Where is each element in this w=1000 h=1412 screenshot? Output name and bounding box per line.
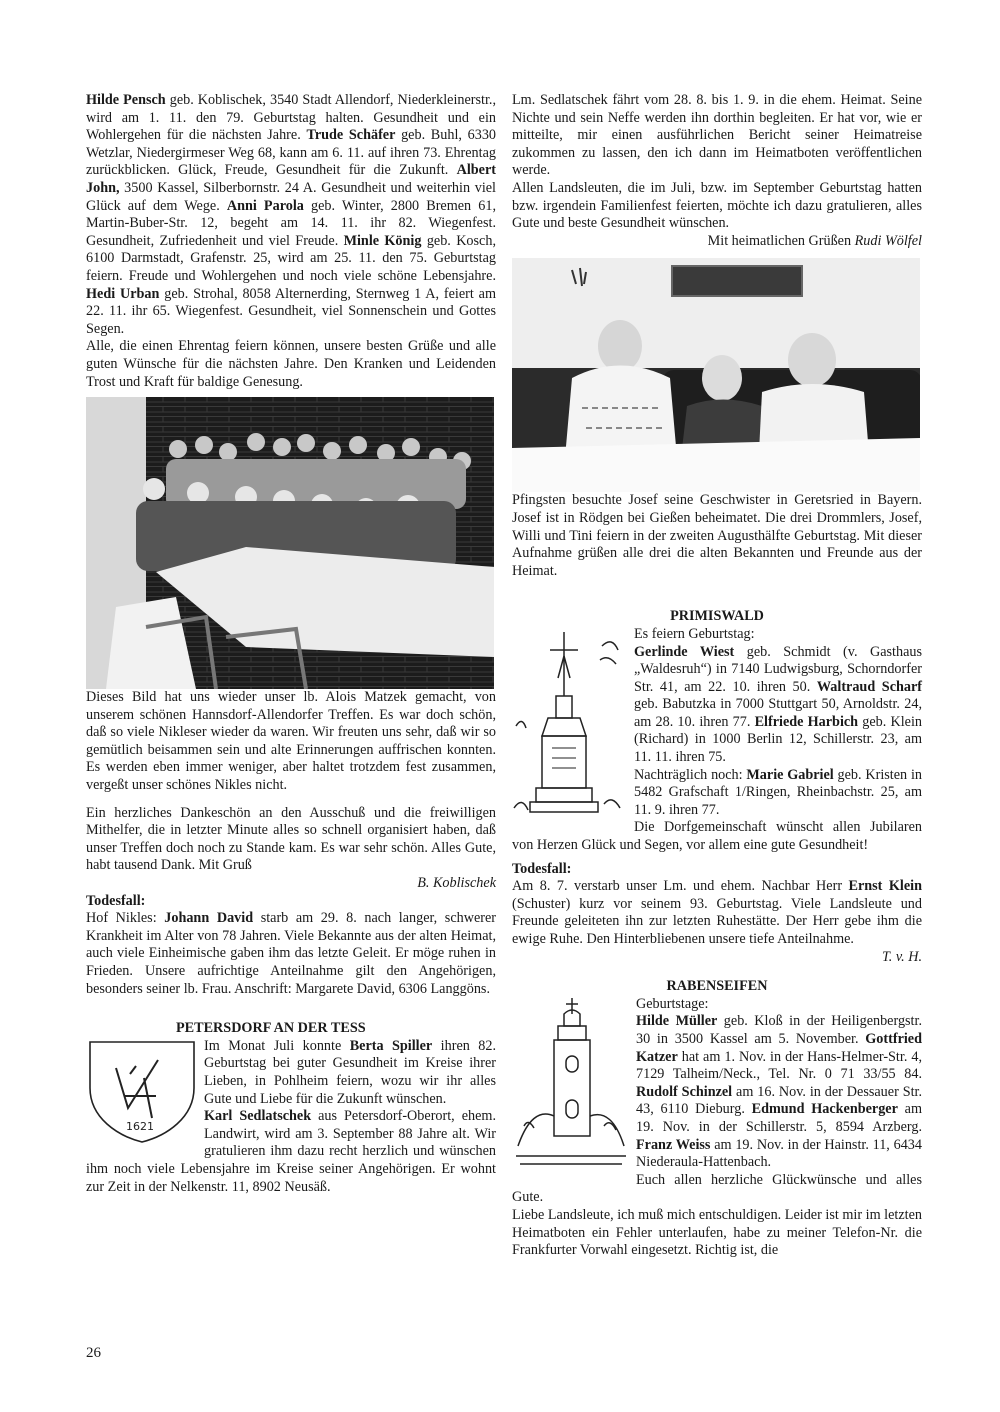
section-title-rabenseifen: RABENSEIFEN: [666, 978, 768, 995]
person-name: Hilde Müller: [636, 1013, 718, 1030]
person-name: Edmund Hackenberger: [751, 1101, 898, 1118]
person-name: Gerlinde Wiest: [634, 643, 735, 660]
rabenseifen-apology: Liebe Landsleute, ich muß mich entschuldigen. Leider ist mir im letzten Heimatboten ein Fehler unterlaufen, habe zu meiner Telefon-Nr. die Frankfurter Vorwahl eingesetzt. Richtig ist, die: [512, 1206, 922, 1259]
primiswald-death-notice: Am 8. 7. verstarb unser Lm. und ehem. Nachbar Herr Ernst Klein (Schuster) kurz vor seinem 93. Geburtstag. Viele Landsleute und Freunde geleiteten ihn zur letzten Ruhestätte. Der Herr gebe ihm die ewige Ruhe. Den Hinterbliebenen unsere tiefe Anteilnahme.: [512, 878, 922, 947]
petersdorf-crest: [86, 1038, 198, 1144]
crest-year: 1621: [126, 1119, 154, 1133]
signoff: Mit heimatlichen Grüßen Rudi Wölfel: [707, 232, 922, 249]
greeting-paragraph: Allen Landsleuten, die im Juli, bzw. im September Geburtstag hatten bzw. irgendein Familienfest feierten, möchte ich dazu gratulieren, alles Gute und beste Gesundheit wünschen.: [512, 179, 922, 232]
person-name: Hedi Urban: [86, 285, 160, 302]
death-heading: Todesfall:: [86, 892, 146, 909]
section-title-primiswald: PRIMISWALD: [670, 608, 764, 625]
thanks-signature: B. Koblischek: [417, 875, 496, 892]
sedlatschek-trip: Lm. Sedlatschek fährt vom 28. 8. bis 1. 9. in die ehem. Heimat. Seine Nichte und sein Neffe werden ihn dorthin begleiten. Er hat vor, wie er mitteilte, mir einen ausführlichen Bericht seiner Heimatreise zukommen zu lassen, den ich dann im Heimatboten veröffentlichen werde.: [512, 92, 922, 179]
person-name: Johann David: [164, 910, 254, 927]
primiswald-intro: Es feiern Geburtstag:: [634, 625, 755, 642]
person-name: Ernst Klein: [848, 878, 922, 895]
siblings-photo-caption: Pfingsten besuchte Josef seine Geschwister in Geretsried in Bayern. Josef ist in Rödgen bei Gießen beheimatet. Die drei Drommlers, Josef, Willi und Tini feiern in der zweiten Augusthälfte Geburtstag. Mit dieser Aufnahme grüßen alle drei die alten Bekannten und Freunde aus der Heimat.: [512, 492, 922, 579]
primiswald-signature: T. v. H.: [881, 948, 922, 965]
person-name: Marie Gabriel: [746, 766, 834, 783]
person-name: Minle König: [343, 232, 422, 249]
primiswald-cross-illustration: [512, 626, 628, 822]
person-name: Waltraud Scharf: [816, 678, 922, 695]
thanks-paragraph: Ein herzliches Dankeschön an den Ausschuß und die freiwilligen Mithelfer, die in letzter Minute alles so schnell organisiert haben, daß unser Treffen doch noch zu Stande kam. Es war sehr schön. Alles Gute, habt tausend Dank. Mit Gruß: [86, 804, 496, 874]
death-notice: Hof Nikles: Johann David starb am 29. 8. nach langer, schwerer Krankheit im Alter von 78 Jahren. Viele Bekannte aus der alten Heimat, auch viele Einheimische gaben ihm das letzte Geleit. Er möge ruhen in Frieden. Unsere aufrichtige Anteilnahme gilt den Angehörigen, besonders seiner lb. Frau. Anschrift: Margarete David, 6306 Langgöns.: [86, 910, 496, 997]
primiswald-birthdays: Gerlinde Wiest geb. Schmidt (v. Gasthaus „Waldesruh“) in 7140 Ludwigsburg, Schorndorfer Str. 41, am 22. 10. ihren 50. Waltraud Scharf geb. Babutzka in 7000 Stuttgart 50, Arnoldstr. 24, am 28. 10. ihren 77. Elfriede Harbich geb. Klein (Richard) in 1000 Berlin 12, Schillerstr. 23, am 11. 11. ihren 75.: [634, 643, 922, 766]
rabenseifen-church-illustration: [512, 996, 630, 1172]
person-name: Albert John,: [86, 162, 496, 196]
right-column: [512, 92, 922, 1260]
primiswald-death-heading: Todesfall:: [512, 860, 572, 877]
closing-wishes: Alle, die einen Ehrentag feiern können, unsere besten Grüße und alle guten Wünsche für die nächsten Jahre. Den Kranken und Leidenden Trost und Kraft für baldige Genesung.: [86, 338, 496, 390]
person-name: Anni Parola: [226, 197, 304, 214]
rabenseifen-intro: Geburtstage:: [636, 995, 709, 1012]
person-name: Rudolf Schinzel: [636, 1083, 733, 1100]
left-column: [86, 92, 496, 1196]
person-name: Berta Spiller: [349, 1037, 433, 1054]
person-name: Franz Weiss: [636, 1136, 711, 1153]
siblings-photo: [512, 258, 920, 492]
birthday-list: Hilde Pensch geb. Koblischek, 3540 Stadt Allendorf, Niederkleinerstr., wird am 1. 11. den 79. Geburtstag halten. Gesundheit und ein Wohlergehen für die nächsten Jahre. Trude Schäfer geb. Buhl, 6330 Wetzlar, Niedergirmeser Weg 68, kann am 6. 11. auf ihren 73. Ehrentag zurückblicken. Glück, Freude, Gesundheit für die Zukunft. Albert John, 3500 Kassel, Silberbornstr. 24 A. Gesundheit und weiterhin viel Glück auf dem Wege. Anni Parola geb. Winter, 2800 Bremen 61, Martin-Buber-Str. 12, begeht am 14. 11. ihr 82. Wiegenfest. Gesundheit, Zufriedenheit und viel Freude. Minle König geb. Kosch, 6100 Darmstadt, Grafenstr. 25, wird am 25. 11. den 75. Geburtstag feiern. Freude und Wohlergehen und noch viele schöne Lebensjahre. Hedi Urban geb. Strohal, 8058 Alternerding, Sternweg 1 A, feiert am 22. 11. ihr 65. Wiegenfest. Gesundheit, viel Sonnenschein und Gottes Segen.: [86, 92, 497, 337]
group-photo: [86, 397, 494, 689]
person-name: Gottfried Katzer: [636, 1030, 922, 1065]
rabenseifen-wishes: Euch allen herzliche Glückwünsche und alles Gute.: [512, 1171, 922, 1206]
rabenseifen-birthdays: Hilde Müller geb. Kloß in der Heiligenbergstr. 30 in 3500 Kassel am 5. November. Gottfried Katzer hat am 1. Nov. in der Hans-Helmer-Str. 4, 7129 Talheim/Neck., Tel. Nr. 0 71 33/55 84. Rudolf Schinzel am 16. Nov. in der Dessauer Str. 43, 6110 Dieburg. Edmund Hackenberger am 19. Nov. in der Schillerstr. 5, 8594 Arzberg. Franz Weiss am 19. Nov. in der Hainstr. 11, 6434 Niederaula-Hattenbach.: [636, 1013, 923, 1171]
primiswald-late-birthday: Nachträglich noch: Marie Gabriel geb. Kristen in 5482 Grafschaft 1/Ringen, Rheinbachstr. 25, am 11. 9. ihren 77.: [634, 766, 922, 818]
primiswald-wishes: Die Dorfgemeinschaft wünscht allen Jubilaren von Herzen Glück und Segen, vor allem eine gute Gesundheit!: [512, 819, 922, 854]
person-name: Karl Sedlatschek: [204, 1108, 312, 1125]
petersdorf-entry-1: Im Monat Juli konnte Berta Spiller ihren 82. Geburtstag bei guter Gesundheit im Kreise ihrer Lieben, in Pohlheim feiern, wozu wir ihr alles Gute und Liebe für die Zukunft wünschen.: [204, 1037, 497, 1107]
page-number: 26: [86, 1345, 101, 1361]
group-photo-caption: Dieses Bild hat uns wieder unser lb. Alois Matzek gemacht, von unserem schönen Hannsdorf-Allendorfer Treffen. Es war doch schön, daß so viele Nikleser wieder da waren. Wir freuten uns sehr, daß wir so gemütlich beisammen sein und alte Erinnerungen auffrischen konnten. Es werden eben immer weniger, aber haltet trotzdem fest zusammen, vergeßt unser schönes Nikles nicht.: [86, 689, 496, 794]
petersdorf-entry-2: Karl Sedlatschek aus Petersdorf-Oberort, ehem. Landwirt, wird am 3. September 88 Jahre alt. Wir gratulieren ihm dazu recht herzlich und wünschen ihm noch viele Lebensjahre im Kreise seiner Angehörigen. Er wohnt zur Zeit in der Nelkenstr. 11, 8902 Neusäß.: [86, 1108, 496, 1195]
person-name: Hilde Pensch: [86, 92, 166, 108]
person-name: Elfriede Harbich: [754, 713, 859, 730]
section-title-petersdorf: PETERSDORF AN DER TESS: [176, 1020, 366, 1037]
person-name: Trude Schäfer: [306, 127, 396, 144]
